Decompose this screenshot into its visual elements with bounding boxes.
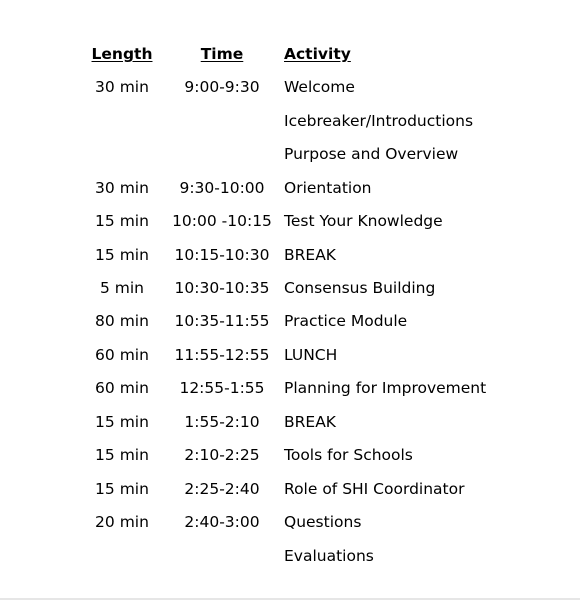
row-time: 12:55-1:55 (179, 379, 265, 397)
row-activity: Test Your Knowledge (284, 212, 443, 230)
row-time: 9:00-9:30 (184, 78, 260, 96)
row-time: 10:00 -10:15 (172, 212, 272, 230)
row-activity: Welcome (284, 78, 355, 96)
schedule-row (0, 544, 580, 568)
schedule-row (0, 443, 580, 467)
schedule-row (0, 75, 580, 99)
row-length: 20 min (95, 513, 149, 531)
row-activity: Practice Module (284, 312, 408, 330)
header-activity: Activity (284, 45, 351, 63)
row-activity: LUNCH (284, 346, 338, 364)
row-time: 10:15-10:30 (174, 246, 270, 264)
schedule-row (0, 243, 580, 267)
row-time: 2:40-3:00 (184, 513, 260, 531)
row-length: 60 min (95, 346, 149, 364)
row-length: 5 min (99, 279, 145, 297)
schedule-header-row (0, 42, 580, 66)
row-length: 60 min (95, 379, 149, 397)
row-time: 2:10-2:25 (184, 446, 260, 464)
header-time: Time (200, 45, 244, 63)
row-activity: Planning for Improvement (284, 379, 487, 397)
row-activity: BREAK (284, 413, 336, 431)
row-activity: Questions (284, 513, 362, 531)
row-length: 15 min (95, 413, 149, 431)
row-length: 15 min (95, 480, 149, 498)
schedule-row (0, 276, 580, 300)
row-time: 10:30-10:35 (174, 279, 270, 297)
row-activity: Tools for Schools (284, 446, 413, 464)
schedule-row (0, 176, 580, 200)
schedule-row (0, 142, 580, 166)
row-activity: Purpose and Overview (284, 145, 459, 163)
schedule-row (0, 343, 580, 367)
schedule-row (0, 410, 580, 434)
schedule-row (0, 109, 580, 133)
row-activity: Evaluations (284, 547, 374, 565)
row-length: 15 min (95, 246, 149, 264)
row-time: 11:55-12:55 (174, 346, 270, 364)
row-length: 15 min (95, 446, 149, 464)
schedule-row (0, 376, 580, 400)
schedule-row (0, 309, 580, 333)
schedule-row (0, 510, 580, 534)
row-length: 80 min (95, 312, 149, 330)
schedule-row (0, 477, 580, 501)
header-length: Length (91, 45, 153, 63)
row-length: 15 min (95, 212, 149, 230)
row-activity: Consensus Building (284, 279, 436, 297)
row-activity: Icebreaker/Introductions (284, 112, 474, 130)
row-time: 9:30-10:00 (179, 179, 265, 197)
row-length: 30 min (95, 179, 149, 197)
row-time: 10:35-11:55 (174, 312, 270, 330)
row-time: 2:25-2:40 (184, 480, 260, 498)
row-length: 30 min (95, 78, 149, 96)
row-activity: Role of SHI Coordinator (284, 480, 465, 498)
row-activity: Orientation (284, 179, 372, 197)
row-activity: BREAK (284, 246, 336, 264)
row-time: 1:55-2:10 (184, 413, 260, 431)
schedule-row (0, 209, 580, 233)
